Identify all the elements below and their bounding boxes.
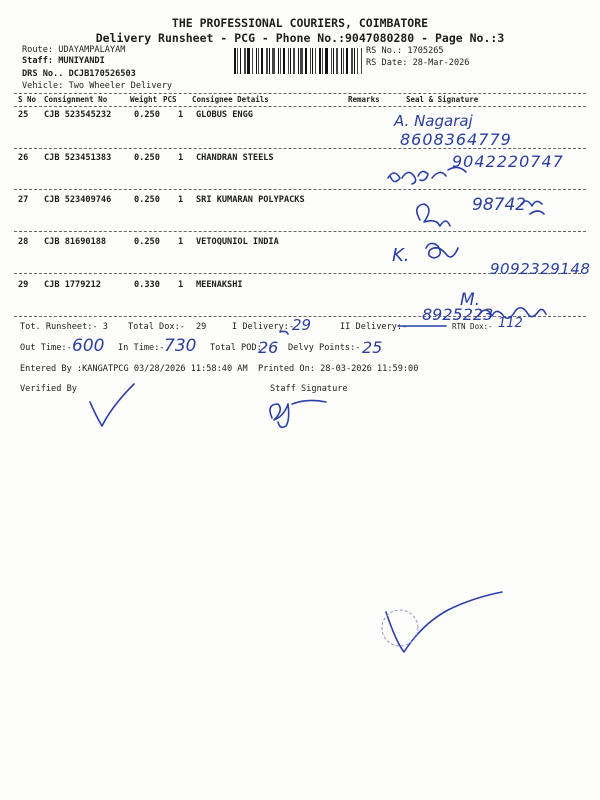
total-dox-value: 29	[196, 322, 207, 332]
in-time-handwritten: 730	[164, 336, 197, 356]
row-consignment: CJB 523409746	[44, 195, 112, 205]
row-consignment: CJB 523545232	[44, 110, 112, 120]
signature-stroke	[426, 243, 458, 258]
handwritten-phone: 8608364779	[400, 130, 512, 149]
runsheet-title: Delivery Runsheet - PCG - Phone No.:9047080280 - Page No.:3	[95, 31, 505, 45]
row-pcs: 1	[178, 153, 184, 163]
pen-mark	[280, 331, 288, 334]
handwritten-name: M.	[460, 290, 481, 310]
row-pcs: 1	[178, 110, 184, 120]
rtn-dox-label: RTN Dox:-	[452, 322, 493, 331]
total-runsheet: Tot. Runsheet:- 3	[20, 322, 108, 332]
verified-by-label: Verified By	[20, 384, 77, 394]
i-delivery-handwritten: 29	[292, 316, 312, 334]
rs-number: RS No.: 1705265	[366, 46, 444, 56]
row-consignment: CJB 523451383	[44, 153, 112, 163]
row-sno: 29	[18, 280, 29, 290]
drs-number: DRS No.. DCJB170526503	[22, 69, 136, 79]
total-pod-handwritten: 26	[258, 338, 279, 357]
handwritten-phone: 9042220747	[452, 152, 564, 171]
row-consignee: VETOQUNIOL INDIA	[196, 237, 279, 247]
company-title: THE PROFESSIONAL COURIERS, COIMBATORE	[171, 16, 429, 30]
row-weight: 0.250	[134, 195, 160, 205]
rtn-dox-handwritten: 112	[498, 316, 523, 331]
row-sno: 25	[18, 110, 29, 120]
row-sno: 28	[18, 237, 29, 247]
row-sno: 26	[18, 153, 29, 163]
col-sno: S No	[18, 95, 37, 104]
bottom-pen-mark	[386, 592, 502, 652]
row-consignee: MEENAKSHI	[196, 280, 243, 290]
rs-date: RS Date: 28-Mar-2026	[366, 58, 470, 68]
ii-delivery-label: II Delivery:-	[340, 322, 408, 332]
printed-on: Printed On: 28-03-2026 11:59:00	[258, 364, 419, 374]
total-pod-label: Total POD:-	[210, 343, 267, 353]
staff-label: Staff: MUNIYANDI	[22, 56, 105, 66]
entered-by: Entered By :KANGATPCG 03/28/2026 11:58:40 AM	[20, 364, 248, 374]
col-pcs: PCS	[163, 95, 177, 104]
handwritten-phone: 9092329148	[490, 260, 591, 278]
col-weight: Weight	[130, 95, 158, 104]
in-time-label: In Time:-	[118, 343, 165, 353]
row-weight: 0.250	[134, 237, 160, 247]
col-remarks: Remarks	[348, 95, 380, 104]
route-label: Route: UDAYAMPALAYAM	[22, 45, 126, 55]
handwritten-name: K.	[392, 245, 410, 266]
row-weight: 0.250	[134, 153, 160, 163]
staff-signature-label: Staff Signature	[270, 384, 348, 394]
handwritten-phone: 98742	[472, 195, 527, 215]
row-consignee: SRI KUMARAN POLYPACKS	[196, 195, 305, 205]
signature-stroke	[478, 308, 546, 318]
row-sno: 27	[18, 195, 29, 205]
out-time-label: Out Time:-	[20, 343, 72, 353]
handwritten-phone: 8925223	[422, 305, 494, 324]
i-delivery-label: I Delivery:-	[232, 322, 295, 332]
row-weight: 0.330	[134, 280, 160, 290]
col-consignment: Consignment No	[44, 95, 108, 104]
signature-stroke	[417, 201, 544, 226]
row-consignment: CJB 1779212	[44, 280, 101, 290]
row-pcs: 1	[178, 195, 184, 205]
vehicle-label: Vehicle: Two Wheeler Delivery	[22, 81, 173, 91]
row-weight: 0.250	[134, 110, 160, 120]
row-consignment: CJB 81690188	[44, 237, 107, 247]
row-pcs: 1	[178, 237, 184, 247]
row-pcs: 1	[178, 280, 184, 290]
handwritten-name: A. Nagaraj	[394, 112, 473, 130]
col-seal-signature: Seal & Signature	[406, 95, 479, 104]
col-consignee: Consignee Details	[192, 95, 269, 104]
delvy-points-label: Delvy Points:-	[288, 343, 361, 353]
total-dox-label: Total Dox:-	[128, 322, 185, 332]
verified-signature	[90, 384, 134, 426]
out-time-handwritten: 600	[72, 336, 105, 356]
row-consignee: GLOBUS ENGG	[196, 110, 253, 120]
tamil-signature-stroke	[388, 167, 466, 184]
delvy-points-handwritten: 25	[362, 338, 383, 357]
row-consignee: CHANDRAN STEELS	[196, 153, 274, 163]
staff-signature	[270, 400, 326, 427]
